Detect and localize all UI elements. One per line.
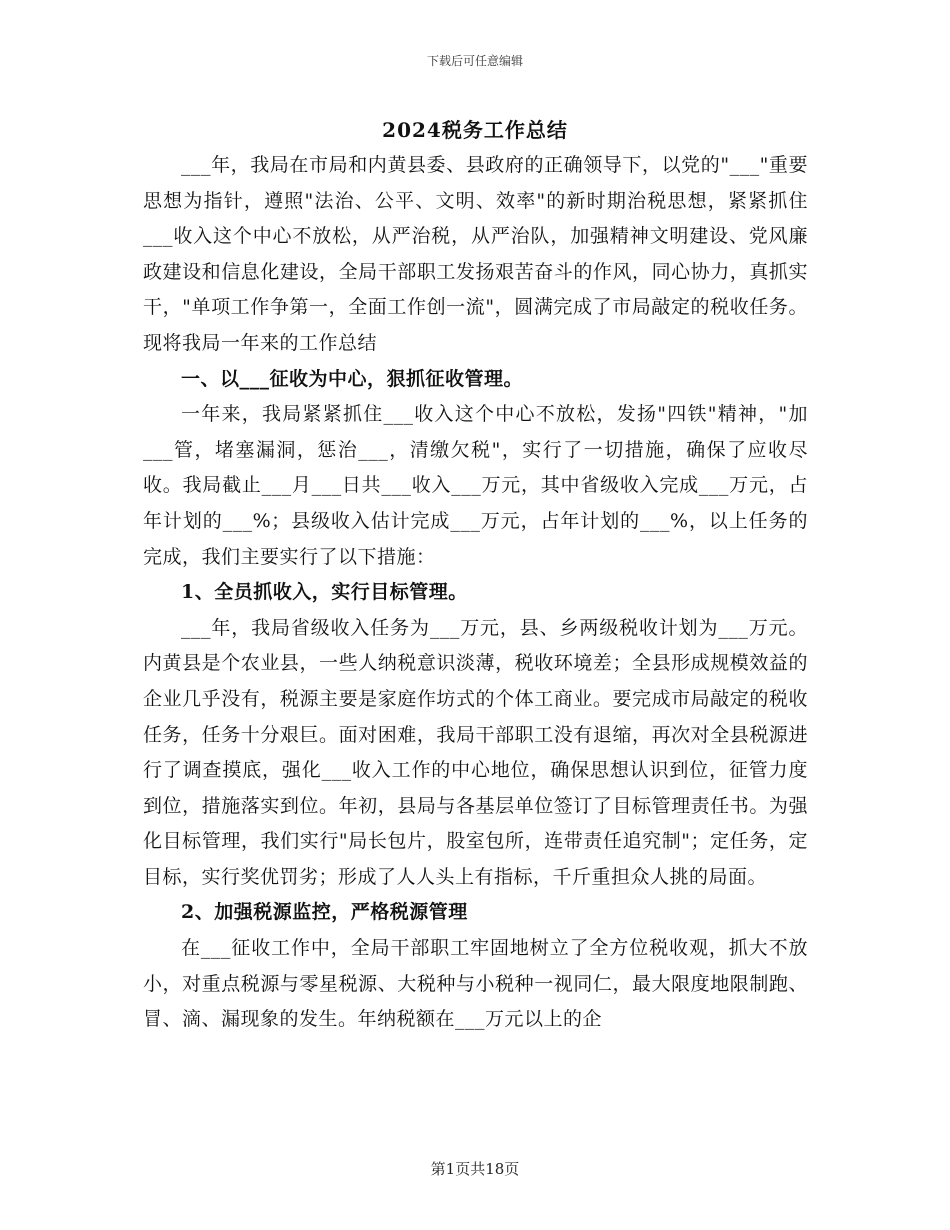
page-header-note: 下载后可任意编辑	[426, 54, 523, 68]
section-heading-1: 一、以___征收为中心，狠抓征收管理。	[181, 367, 524, 390]
section-1-paragraph: 一年来，我局紧紧抓住___收入这个中心不放松，发扬"四铁"精神，"加___管，堵塞漏洞，惩治___，清缴欠税"，实行了一切措施，确保了应收尽收。我局截止___月___日共___收入___万元，其中省级收入完成___万元，占年计划的___%；县级收入估计完成___万元，占年计划的___%，以上任务的完成，我们主要实行了以下措施：	[143, 403, 808, 568]
document-title: 2024税务工作总结	[382, 118, 568, 142]
subsection-heading-2: 2、加强税源监控，严格税源管理	[181, 901, 468, 924]
intro-paragraph: ___年，我局在市局和内黄县委、县政府的正确领导下，以党的"___"重要思想为指针，遵照"法治、公平、文明、效率"的新时期治税思想，紧紧抓住___收入这个中心不放松，从严治税，从严治队，加强精神文明建设、党风廉政建设和信息化建设，全局干部职工发扬艰苦奋斗的作风，同心协力，真抓实干，"单项工作争第一，全面工作创一流"，圆满完成了市局敲定的税收任务。现将我局一年来的工作总结	[143, 154, 808, 354]
subsection-1-paragraph: ___年，我局省级收入任务为___万元，县、乡两级税收计划为___万元。内黄县是个农业县，一些人纳税意识淡薄，税收环境差；全县形成规模效益的企业几乎没有，税源主要是家庭作坊式的个体工商业。要完成市局敲定的税收任务，任务十分艰巨。面对困难，我局干部职工没有退缩，再次对全县税源进行了调查摸底，强化___收入工作的中心地位，确保思想认识到位，征管力度到位，措施落实到位。年初，县局与各基层单位签订了目标管理责任书。为强化目标管理，我们实行"局长包片，股室包所，连带责任追究制"；定任务，定目标，实行奖优罚劣；形成了人人头上有指标，千斤重担众人挑的局面。	[143, 616, 808, 888]
document-body	[143, 148, 808, 1038]
subsection-2-paragraph: 在___征收工作中，全局干部职工牢固地树立了全方位税收观，抓大不放小，对重点税源与零星税源、大税种与小税种一视同仁，最大限度地限制跑、冒、滴、漏现象的发生。年纳税额在___万元以上的企	[143, 937, 808, 1031]
page-number-footer: 第1页共18页	[430, 1160, 520, 1178]
subsection-heading-1: 1、全员抓收入，实行目标管理。	[181, 581, 468, 604]
